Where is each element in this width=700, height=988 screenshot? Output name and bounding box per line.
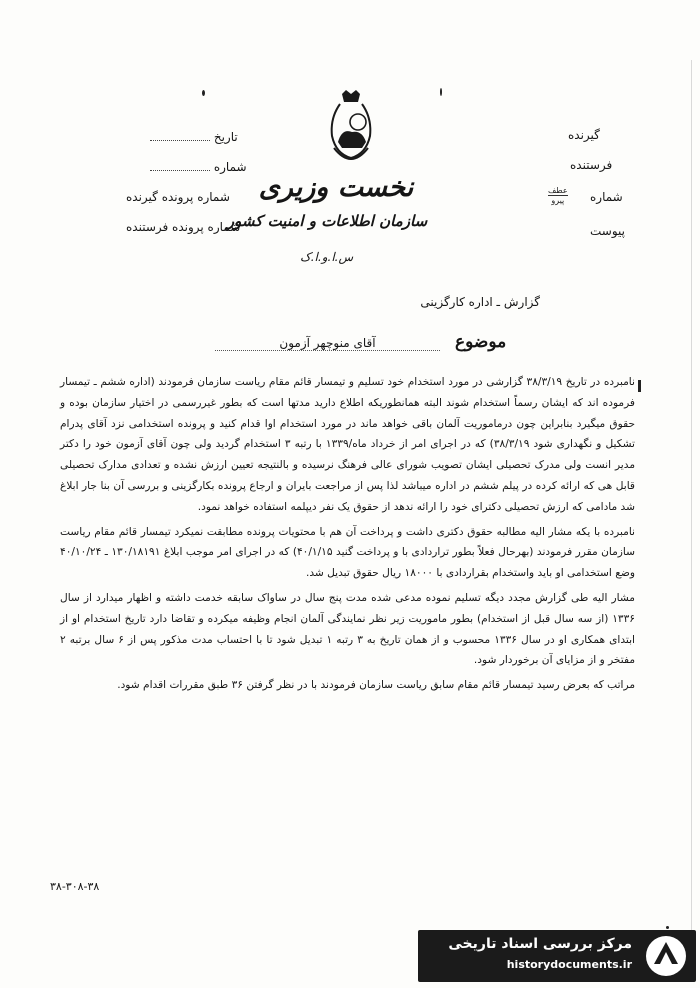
organization-title: نخست وزیری [258,172,414,203]
body-paragraph: مشار الیه طی گزارش مجدد دیگه تسلیم نموده مدعی شده مدت پنج سال در ساواک سابقه خدمت داشته و اظهار میدارد از سال ۱۳۳۶ (از سه سال قبل از استخدام) بطور ماموریت زیر نظر نمایندگی آلمان انجام وظیفه میکرده و تقاضا دارد تاریخ استخدام او از ابتدای همکاری او در سال ۱۳۳۶ محسوب و از همان تاریخ به ۳ رتبه ۱ تبدیل شود تا با احتساب مدت مذکور پس از ۶ سال برتبه ۲ مفتخر و از مزایای آن برخوردار شود. [60,591,635,667]
header-right-field-attachment: پیوست [590,224,625,238]
body-paragraph: نامبرده در تاریخ ۳۸/۳/۱۹ گزارشی در مورد استخدام خود تسلیم و تیمسار قائم مقام ریاست سازمان فرمودند (اداره ششم ـ تیمسار فرموده اند که ایشان رسماً استخدام شوند البته همانطوریکه اطلاع دارید مدتها است که بطور غیررسمی در اختیار سازمان بوده و حقوق میگیرد بنابراین چون درماموریت آلمان باقی خواهد ماند در مورد استخدام اوا قدام کنید و پرونده استخدامی نزد آقای پدرام تشکیل و نگهداری شود ۳۸/۳/۱۹) که در اجرای امر از خرداد ماه/۱۳۳۹ با رتبه ۳ استخدام گردید ولی چون آقای آزمون خود را دکتر مدیر انست ولی مدرک تحصیلی ایشان تصویب شورای عالی فرهنگ نرسیده و بالنتیجه تعیین ارزش نشده و تعدادی مدارک تحصیلی قابل هی که ارائه کرده در پیلم ششم در اداره میباشد لذا پس از مراجعت بایران و ارجاع پرونده بکارگزینی و بررسی آن بنا جار ابلاغ شد مادامی که ارزش تحصیلی دکترای خود را ارائه ندهد از حقوق یک نفر دیپلمه استفاده خواهد نمود. [60,376,635,513]
lion-and-sun-emblem-icon [318,88,384,176]
header-right-field-sender: فرستنده [570,158,613,172]
number-stamp-top: عطف [548,186,568,195]
number-stamp-bottom: پیرو [548,195,568,205]
header-left-field-number: شماره [150,160,247,174]
header-right-field-number: شماره [590,190,623,204]
subject-label: موضوع [455,332,507,352]
document-body [60,372,635,700]
watermark-title: مرکز بررسی اسناد تاریخی [448,936,632,952]
body-paragraph: مراتب که بعرض رسید تیمسار قائم مقام سابق ریاست سازمان فرمودند با در نظر گرفتن ۳۶ طبق مقررات اقدام شود. [117,679,635,692]
watermark-banner [418,930,696,982]
body-paragraph: نامبرده با یکه مشار الیه مطالبه حقوق دکتری داشت و پرداخت آن هم با محتویات پرونده مطابقت نمیکرد تیمسار قائم مقام ریاست سازمان مقرر فرمودند (بهرحال فعلاً بطور تراردادی با و پرداخت گنید ۴۰/۱/۱۵) که در اجرای امر موجب ابلاغ ۱۳۰/۱۸۱۹۱ ـ ۴۰/۱۰/۲۴ وضع استخدامی او باید واستخدام بقراردادی با ۱۸۰۰۰ ریال حقوق تبدیل شد. [60,525,635,580]
ink-speck [440,88,442,96]
report-line: گزارش ـ اداره کارگزینی [420,295,540,309]
margin-mark [638,380,641,392]
header-right-field-recipient: گیرنده [568,128,600,142]
organization-code: س.ا.و.ا.ک [300,250,354,264]
header-left-field-date: تاریخ [150,130,238,144]
footer-reference-code: ۳۸-۳۰۸-۳۸ [50,880,100,893]
ink-speck [666,926,669,929]
ink-speck [202,90,205,96]
organization-subtitle: سازمان اطلاعات و امنیت کشور [226,212,428,230]
header-left-field-recipient-file: شماره پرونده گیرنده [126,190,230,204]
number-reference-stamp [548,186,568,205]
subject-value: آقای منوچهر آزمون [215,336,440,351]
page-fold-line [691,60,692,960]
header-left-field-sender-file: شماره پرونده فرستنده [126,220,241,234]
watermark-url: historydocuments.ir [506,958,632,971]
archive-logo-icon [644,934,688,978]
